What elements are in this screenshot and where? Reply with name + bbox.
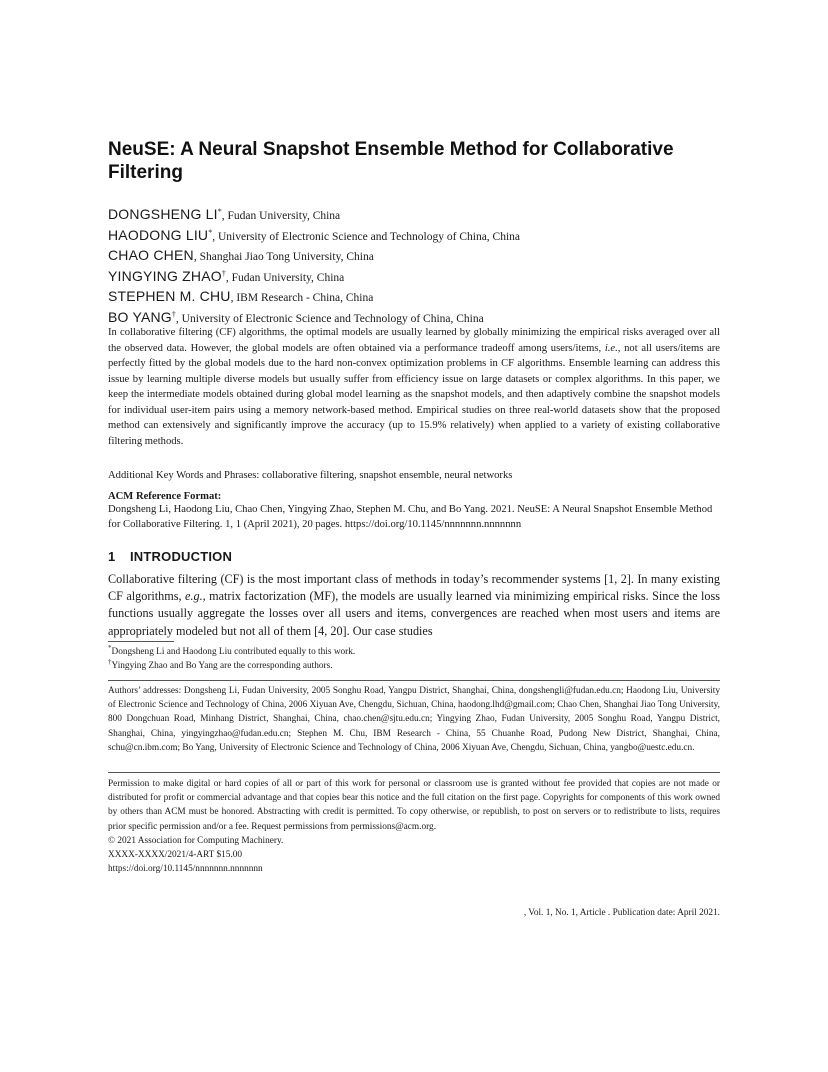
author-name: CHAO CHEN — [108, 247, 194, 264]
author-name: HAODONG LIU — [108, 226, 209, 243]
copyright-line: © 2021 Association for Computing Machinery. — [108, 835, 284, 846]
permission-divider — [108, 772, 720, 773]
author-affiliation: , Shanghai Jiao Tong University, China — [193, 251, 374, 264]
page-footer: , Vol. 1, No. 1, Article . Publication date: April 2021. — [523, 908, 720, 918]
author-name: YINGYING ZHAO — [108, 267, 222, 284]
author-addresses: Authors’ addresses: Dongsheng Li, Fudan University, 2005 Songhu Road, Yangpu District, Shanghai, China, dongshengli@fudan.edu.cn; Haodong Liu, University of Electronic Science and Technology of China, 2006 Xiyuan Ave, Chengdu, Sichuan, China, haodong.lhd@gmail.com; Chao Chen, Shanghai Jiao Tong University, 800 Dongchuan Road, Minhang District, Shanghai, China, chao.chen@sjtu.edu.cn; Yingying Zhao, Fudan University, 2005 Songhu Road, Yangpu District, Shanghai, China, yingyingzhao@fudan.edu.cn; Stephen M. Chu, IBM Research - China, 55 Chuanhe Road, Pudong New District, Shanghai, China, schu@cn.ibm.com; Bo Yang, University of Electronic Science and Technology of China, 2006 Xiyuan Ave, Chengdu, Sichuan, China, yangbo@uestc.edu.cn. — [108, 686, 720, 753]
footnote — [108, 645, 720, 659]
abstract-text: , not all users/items are perfectly fitted by the global models due to the hard non-convex optimization problems in CF algorithms. Ensemble learning can address this issue by learning multiple diverse models but usually suffer from efficiency issue on large datasets or complex algorithms. In this paper, we keep the intermediate models obtained during global model learning as the snapshot models, and then adaptively combine the snapshot models for individual user-item pairs using a memory network-based method. Empirical studies on three real-world datasets show that the proposed method can extensively and significantly improve the accuracy (up to 15.9% relatively) when applied to a variety of existing collaborative filtering methods. — [108, 342, 720, 447]
author-mark: * — [208, 227, 213, 237]
footnote-text: Yingying Zhao and Bo Yang are the corresponding authors. — [111, 661, 333, 671]
author-name: DONGSHENG LI — [108, 206, 218, 222]
footnote-mark: * — [108, 643, 112, 652]
author-entry — [108, 287, 720, 308]
footnote — [108, 659, 720, 673]
keywords: Additional Key Words and Phrases: collaborative filtering, snapshot ensemble, neural networks — [108, 470, 513, 481]
reference-format-heading: ACM Reference Format: — [108, 491, 222, 502]
author-affiliation: , Fudan University, China — [221, 210, 341, 222]
section-title: INTRODUCTION — [130, 549, 233, 564]
footnote-text: Dongsheng Li and Haodong Liu contributed equally to this work. — [111, 647, 356, 657]
footnotes — [108, 645, 720, 673]
section-number: 1 — [108, 549, 116, 564]
reference-format-text: Dongsheng Li, Haodong Liu, Chao Chen, Yingying Zhao, Stephen M. Chu, and Bo Yang. 2021. NeuSE: A Neural Snapshot Ensemble Method for Collaborative Filtering. 1, 1 (April 2021), 20 pages. https://doi.org/10.1145/nnnnnnn.nnnnnnn — [108, 504, 713, 530]
author-affiliation: , University of Electronic Science and Technology of China, China — [212, 230, 521, 243]
author-list — [108, 205, 720, 329]
author-name: STEPHEN M. CHU — [108, 288, 231, 305]
author-affiliation: , Fudan University, China — [225, 271, 345, 284]
introduction-paragraph — [108, 571, 720, 640]
author-entry — [108, 205, 720, 226]
author-affiliation: , IBM Research - China, China — [230, 292, 374, 305]
permission-notice — [108, 777, 720, 876]
footnote-divider — [108, 641, 174, 642]
footnote-mark: † — [108, 657, 112, 666]
author-entry — [108, 226, 720, 247]
abstract-text: In collaborative filtering (CF) algorithms, the optimal models are usually learned by globally minimizing the empirical risks averaged over all the observed data. However, the global models are often obtained via a performance tradeoff among users/items, — [108, 327, 720, 354]
permission-text: Permission to make digital or hard copies of all or part of this work for personal or classroom use is granted without fee provided that copies are not made or distributed for profit or commercial advantage and that copies bear this notice and the full citation on the first page. Copyrights for components of this work owned by others than ACM must be honored. Abstracting with credit is permitted. To copy otherwise, or republish, to post on servers or to redistribute to lists, requires prior specific permission and/or a fee. Request permissions from permissions@acm.org. — [108, 779, 720, 832]
author-affiliation: , University of Electronic Science and Technology of China, China — [175, 312, 484, 325]
author-entry — [108, 267, 720, 288]
abstract-ie: i.e. — [604, 342, 618, 354]
paper-title: NeuSE: A Neural Snapshot Ensemble Method for Collaborative Filtering — [108, 139, 674, 183]
addresses-divider — [108, 680, 720, 681]
issn-line: XXXX-XXXX/2021/4-ART $15.00 — [108, 850, 243, 861]
author-mark: † — [221, 268, 226, 278]
intro-text: , matrix factorization (MF), the models are usually learned via minimizing empirical risks. Since the loss functions usually aggregate the losses over all users and items, convergences are reached when most users and items are appropriately modeled but not all of them [4, 20]. Our case studies — [108, 589, 720, 638]
author-entry — [108, 246, 720, 267]
abstract — [108, 325, 720, 449]
author-mark: † — [171, 310, 176, 320]
doi-line: https://doi.org/10.1145/nnnnnnn.nnnnnnn — [108, 864, 263, 875]
intro-text: Collaborative filtering (CF) is the most important class of methods in today’s recommender systems [1, 2]. In many existing CF algorithms, — [108, 572, 720, 604]
author-mark: * — [217, 207, 222, 217]
intro-eg: e.g. — [185, 589, 203, 604]
author-name: BO YANG — [108, 308, 172, 325]
section-heading — [108, 548, 232, 565]
